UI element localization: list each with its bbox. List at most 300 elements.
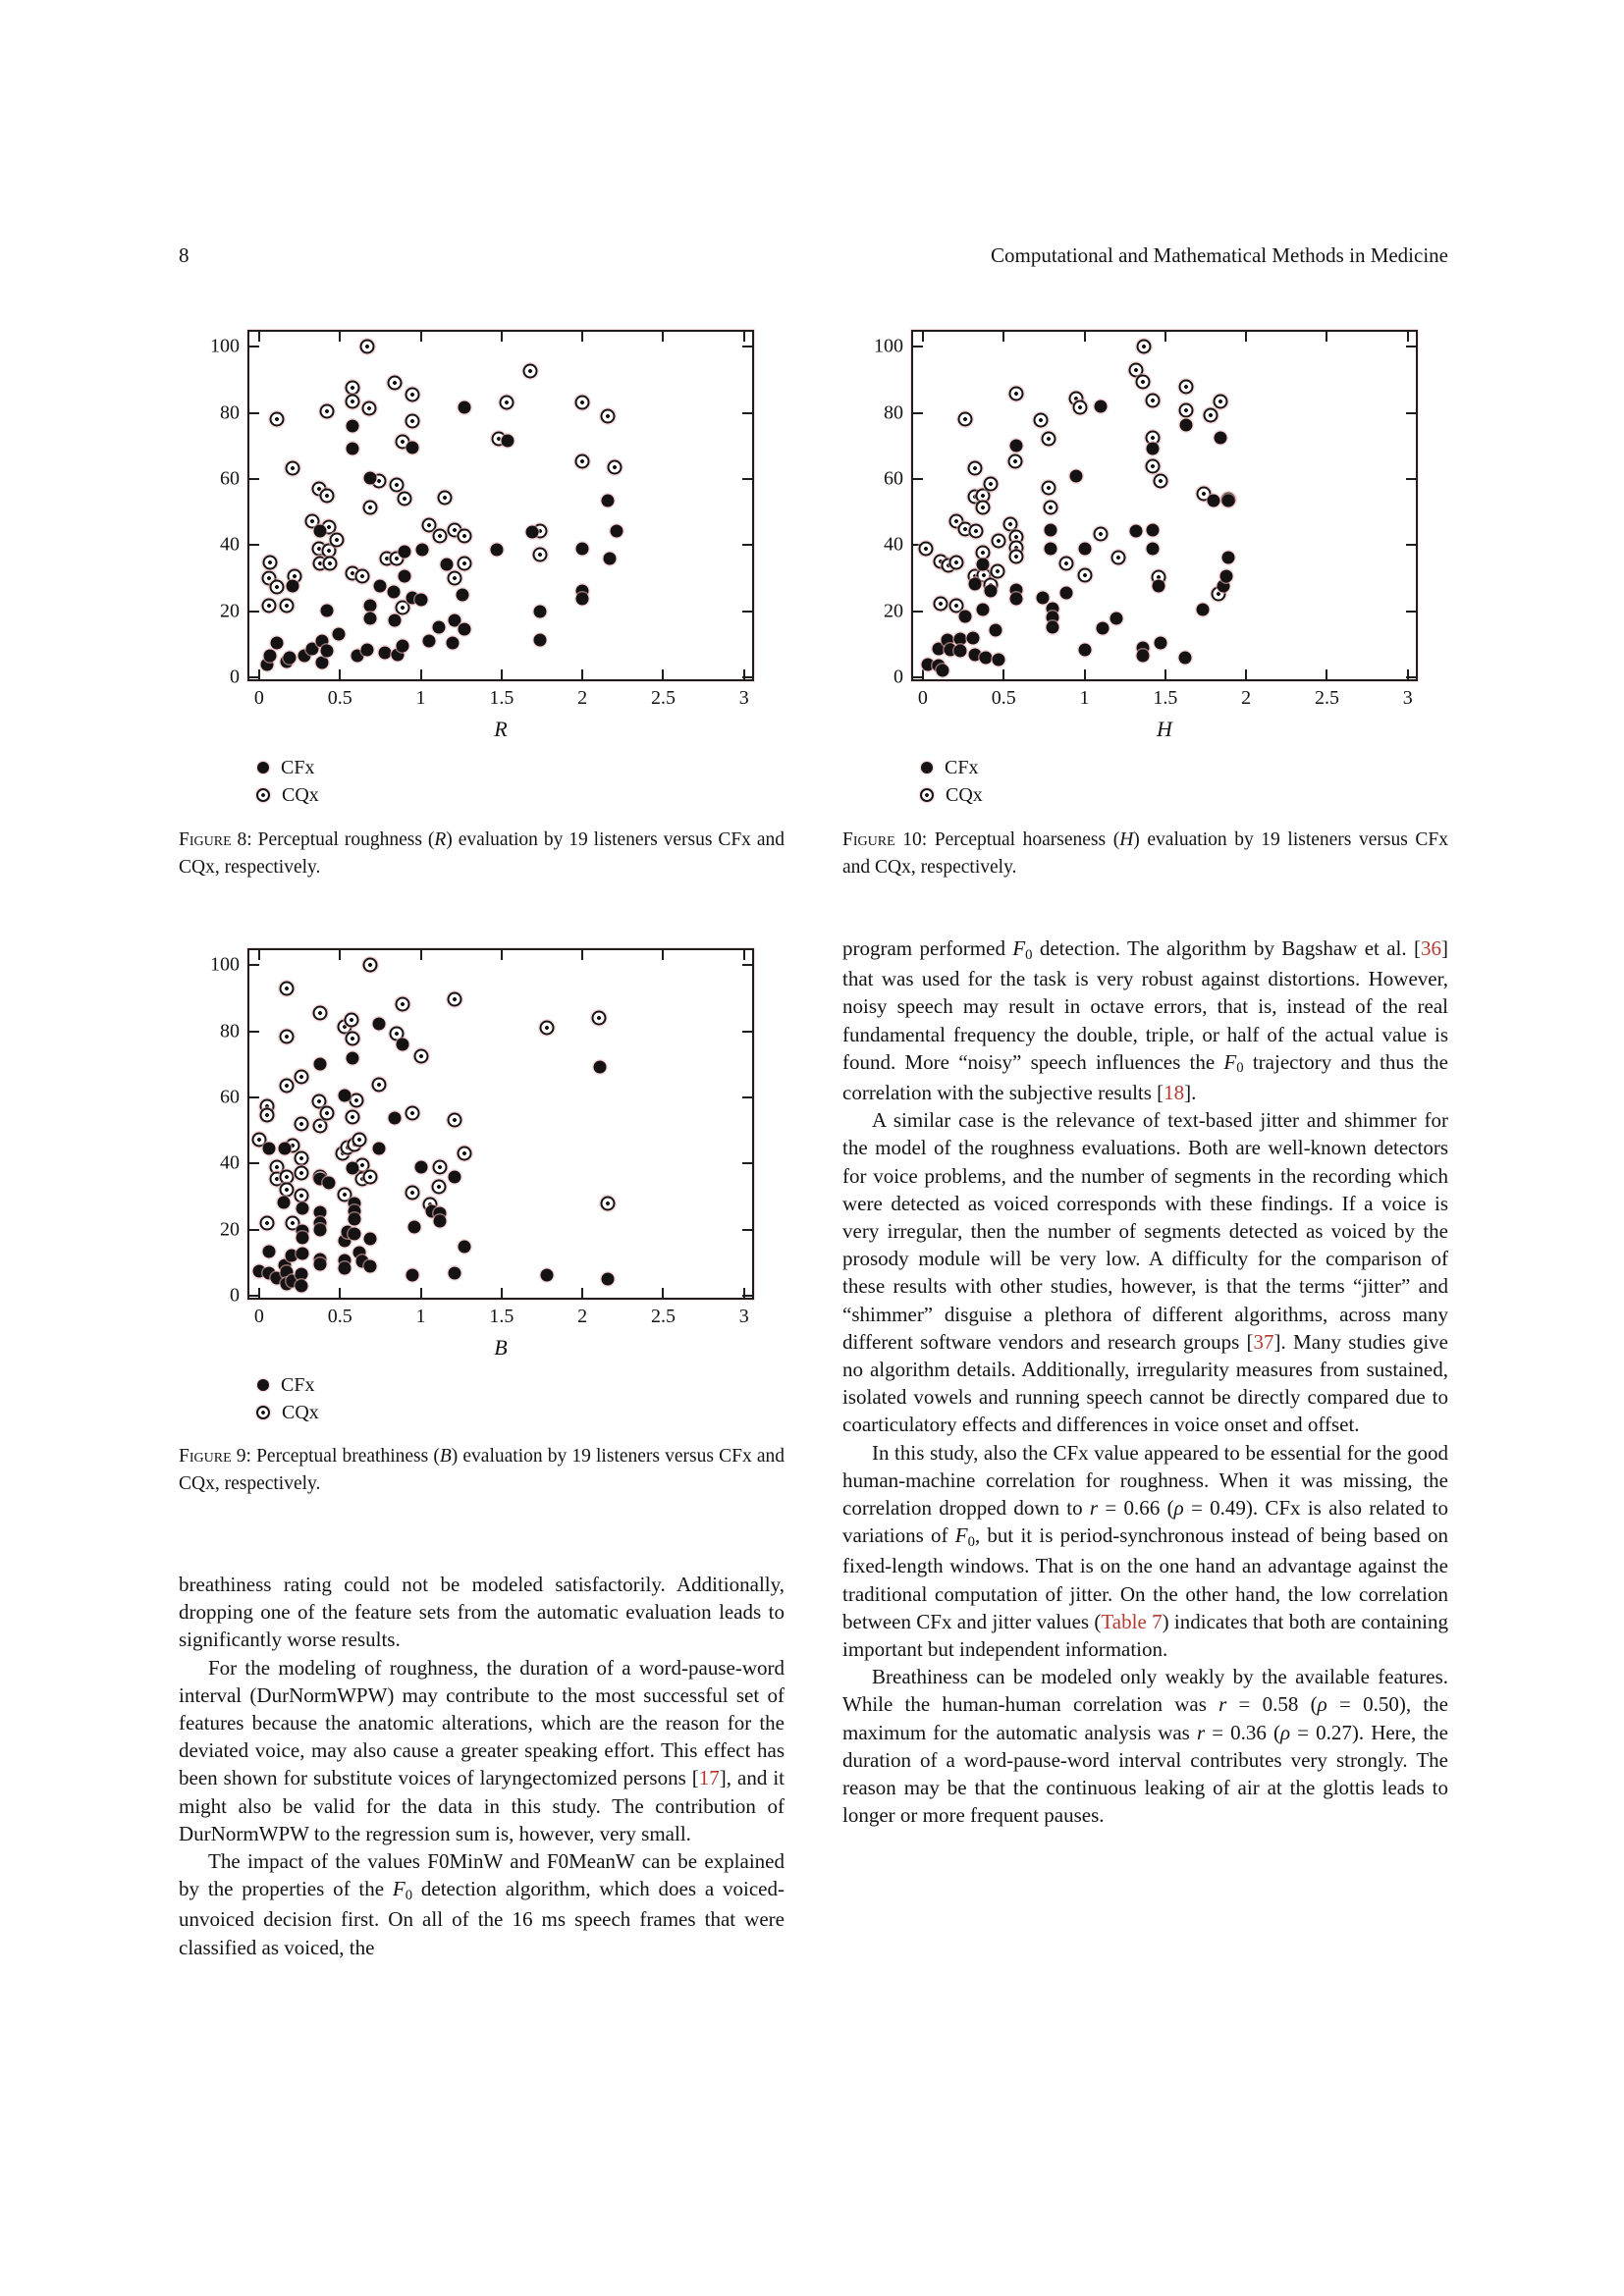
scatter-point-cfx xyxy=(349,1228,361,1241)
scatter-point-cfx xyxy=(347,419,359,432)
scatter-point-cqx xyxy=(1145,393,1160,407)
scatter-point-cqx xyxy=(352,1133,366,1148)
scatter-point-cqx xyxy=(591,1011,606,1026)
x-tick-label: 2 xyxy=(577,1306,588,1327)
x-tick-label: 3 xyxy=(1402,687,1413,709)
x-tick-label: 0 xyxy=(253,687,264,709)
figure9-scatter-plot xyxy=(210,948,754,1360)
text-run: = 0.49). CFx is also related to variations of xyxy=(842,1496,1448,1548)
scatter-point-cfx xyxy=(534,606,547,618)
scatter-point-cfx xyxy=(422,635,435,648)
scatter-point-cfx xyxy=(406,1269,419,1282)
text-run: r xyxy=(1089,1496,1099,1521)
scatter-point-cqx xyxy=(457,528,471,543)
scatter-point-cqx xyxy=(949,556,964,570)
scatter-point-cfx xyxy=(594,1060,607,1073)
x-tick-label: 1 xyxy=(415,687,426,709)
legend-row xyxy=(247,1371,319,1399)
scatter-point-cqx xyxy=(1007,454,1022,469)
scatter-point-cqx xyxy=(533,548,548,562)
scatter-point-cqx xyxy=(1042,432,1056,447)
x-tick-label: 0 xyxy=(917,687,928,709)
text-run: F xyxy=(1012,936,1026,960)
x-axis-tick xyxy=(581,332,583,342)
filled-circle-marker-icon xyxy=(921,762,933,774)
scatter-point-cfx xyxy=(316,657,329,669)
scatter-point-cqx xyxy=(269,412,284,427)
scatter-point-cfx xyxy=(1136,650,1149,663)
page-number: 8 xyxy=(179,243,189,267)
text-run: breathiness rating could not be modeled satisfactorily. Additionally, dropping one of the feature sets from the automatic evaluation leads to significantly worse results. xyxy=(179,1573,785,1652)
scatter-point-cqx xyxy=(957,411,972,426)
filled-circle-marker-icon xyxy=(257,1379,269,1391)
scatter-point-cfx xyxy=(339,1262,352,1275)
scatter-point-cfx xyxy=(372,1018,385,1031)
scatter-point-cfx xyxy=(279,1143,292,1155)
text-run: In this study, also the CFx value appeared to be essential for the good human-machine correlation for roughness. When it was missing, the correlation dropped down to xyxy=(842,1440,1448,1521)
text-run: ) evaluation by 19 listeners versus CFx and CQx, respectively. xyxy=(842,829,1449,878)
text-run: ] that was used for the task is very robust against distortions. However, noisy speech may result in octave errors, that is, instead of the real fundamental frequency the double, triple, or half of the actual value is found. More “noisy” speech influences the xyxy=(842,936,1448,1074)
filled-circle-marker-icon xyxy=(257,762,269,774)
y-axis-tick xyxy=(742,964,752,966)
citation-link[interactable]: 18 xyxy=(1164,1081,1185,1105)
x-axis-tick xyxy=(501,950,503,960)
text-run: Figure 10: xyxy=(842,829,935,850)
x-tick-label: 2 xyxy=(1241,687,1252,709)
y-axis-tick xyxy=(742,346,752,347)
text-run: 0 xyxy=(1025,946,1033,963)
scatter-point-cqx xyxy=(1009,550,1024,564)
scatter-point-cqx xyxy=(1077,568,1092,583)
text-run: detection. The algorithm by Bagshaw et al. [ xyxy=(1032,936,1421,960)
scatter-point-cfx xyxy=(1078,542,1091,555)
text-run: ρ xyxy=(1173,1496,1184,1521)
legend-row xyxy=(911,781,983,809)
figure10-scatter-plot xyxy=(874,330,1418,741)
x-axis-tick xyxy=(581,950,583,960)
x-axis-tick xyxy=(339,1288,341,1298)
scatter-point-cfx xyxy=(407,1220,420,1233)
scatter-point-cqx xyxy=(294,1150,308,1165)
scatter-point-cqx xyxy=(539,1021,554,1036)
scatter-point-cqx xyxy=(575,454,590,469)
legend-label-cqx: CQx xyxy=(282,1401,319,1423)
text-run: r xyxy=(1218,1692,1227,1717)
legend-row xyxy=(247,1399,319,1426)
x-tick-label: 1.5 xyxy=(489,1306,514,1327)
scatter-point-cfx xyxy=(1146,542,1159,555)
scatter-point-cfx xyxy=(1146,442,1159,454)
y-tick-label: 80 xyxy=(884,401,903,424)
scatter-point-cfx xyxy=(457,588,469,601)
scatter-point-cqx xyxy=(346,1110,360,1125)
y-axis-tick xyxy=(913,412,923,414)
text-run: = 0.58 ( xyxy=(1226,1692,1318,1717)
y-tick-label: 0 xyxy=(230,1284,240,1307)
scatter-point-cqx xyxy=(969,524,984,539)
scatter-point-cqx xyxy=(320,403,335,418)
y-tick-label: 20 xyxy=(884,600,903,622)
y-axis-tick xyxy=(249,1031,259,1033)
y-axis-tick xyxy=(742,544,752,546)
text-run: ) indicates that both are containing important but independent information. xyxy=(842,1609,1448,1662)
scatter-point-cqx xyxy=(1059,556,1074,570)
scatter-point-cfx xyxy=(347,1051,359,1064)
figure8-caption xyxy=(179,827,785,881)
legend-row xyxy=(911,754,983,781)
scatter-point-cfx xyxy=(540,1269,553,1282)
x-axis-tick xyxy=(743,950,745,960)
scatter-point-cfx xyxy=(953,633,966,646)
scatter-point-cfx xyxy=(399,569,411,582)
scatter-point-cfx xyxy=(953,645,966,658)
text-run: The impact of the values F0MinW and F0MeanW can be explained by the properties of the xyxy=(179,1849,785,1901)
x-tick-label: 0 xyxy=(253,1306,264,1327)
scatter-point-cfx xyxy=(1110,613,1123,625)
scatter-point-cfx xyxy=(449,1266,461,1279)
scatter-point-cqx xyxy=(608,460,623,475)
scatter-point-cfx xyxy=(968,577,981,590)
citation-link[interactable]: 36 xyxy=(1421,936,1441,960)
open-circle-marker-icon xyxy=(920,788,934,802)
scatter-point-cqx xyxy=(1179,379,1194,394)
scatter-point-cfx xyxy=(1096,621,1109,634)
scatter-point-cfx xyxy=(416,543,429,556)
x-axis-tick xyxy=(258,332,260,342)
x-tick-label: 3 xyxy=(738,687,749,709)
legend-row xyxy=(247,781,319,809)
scatter-point-cfx xyxy=(399,545,411,558)
text-run: B xyxy=(439,1446,452,1467)
x-axis-tick xyxy=(1164,669,1166,679)
scatter-point-cqx xyxy=(975,501,990,515)
page-header xyxy=(179,243,1448,268)
scatter-point-cfx xyxy=(1222,552,1235,564)
scatter-point-cqx xyxy=(992,533,1006,548)
scatter-point-cqx xyxy=(448,1113,462,1128)
x-axis-tick xyxy=(258,950,260,960)
scatter-point-cfx xyxy=(262,1245,275,1257)
legend-label-cfx: CFx xyxy=(945,756,979,778)
scatter-point-cqx xyxy=(448,571,462,586)
scatter-point-cfx xyxy=(958,611,971,623)
x-tick-label: 3 xyxy=(738,1306,749,1327)
x-axis-tick xyxy=(1407,332,1409,342)
x-tick-label: 2.5 xyxy=(650,1306,676,1327)
x-axis-tick xyxy=(662,669,664,679)
scatter-point-cqx xyxy=(388,376,403,391)
scatter-point-cfx xyxy=(270,637,283,650)
y-axis-tick xyxy=(742,611,752,613)
scatter-point-cqx xyxy=(433,1159,448,1174)
x-axis-tick xyxy=(1002,669,1004,679)
scatter-point-cqx xyxy=(431,1179,446,1194)
text-run: ) evaluation by 19 listeners versus CFx and CQx, respectively. xyxy=(179,1446,785,1494)
scatter-point-cfx xyxy=(297,1248,309,1260)
x-axis-title: H xyxy=(1157,717,1172,741)
scatter-point-cqx xyxy=(438,491,453,506)
citation-link[interactable]: Table 7 xyxy=(1101,1609,1163,1633)
figure9-caption xyxy=(179,1443,785,1498)
scatter-point-cqx xyxy=(260,1107,275,1122)
scatter-point-cqx xyxy=(413,1049,428,1064)
y-axis-tick xyxy=(742,676,752,678)
scatter-point-cfx xyxy=(602,1273,615,1286)
x-axis-tick xyxy=(1326,332,1327,342)
x-axis-title: R xyxy=(494,717,508,741)
scatter-point-cfx xyxy=(440,558,453,570)
scatter-point-cqx xyxy=(279,1029,294,1043)
scatter-point-cqx xyxy=(1043,500,1057,514)
x-tick-label: 1.5 xyxy=(1153,687,1178,709)
y-tick-label: 100 xyxy=(874,335,903,357)
scatter-point-cfx xyxy=(993,654,1005,667)
scatter-point-cqx xyxy=(406,1106,420,1121)
x-tick-label: 2.5 xyxy=(1314,687,1339,709)
scatter-point-cqx xyxy=(389,477,404,492)
scatter-point-cfx xyxy=(262,1143,275,1155)
scatter-point-cqx xyxy=(344,1013,358,1028)
scatter-point-cqx xyxy=(260,1215,275,1230)
y-axis-tick xyxy=(742,1295,752,1297)
open-circle-marker-icon xyxy=(256,788,270,802)
scatter-point-cfx xyxy=(1153,580,1165,593)
scatter-point-cqx xyxy=(361,400,376,415)
y-tick-label: 40 xyxy=(220,533,240,556)
scatter-point-cfx xyxy=(389,1111,402,1124)
y-axis-tick xyxy=(1406,611,1416,613)
text-run: ], and it might also be valid for the data in this study. The contribution of DurNormWPW to the regression sum is, however, very small. xyxy=(179,1766,785,1845)
scatter-point-cqx xyxy=(1093,527,1108,542)
text-run: ]. xyxy=(1184,1081,1197,1105)
scatter-point-cfx xyxy=(264,650,277,663)
scatter-point-cfx xyxy=(364,599,377,612)
scatter-point-cfx xyxy=(1208,495,1220,507)
text-run: Breathiness can be modeled only weakly by the available features. While the human-human correlation was xyxy=(842,1665,1448,1717)
scatter-point-cfx xyxy=(397,639,409,652)
text-run: r xyxy=(1196,1720,1206,1744)
scatter-point-cfx xyxy=(1154,636,1166,649)
scatter-point-cqx xyxy=(1072,400,1087,415)
text-run: 0 xyxy=(1236,1060,1244,1077)
open-circle-marker-icon xyxy=(256,1406,270,1419)
figure8-scatter-plot xyxy=(210,330,754,741)
y-axis-tick xyxy=(913,611,923,613)
y-axis-tick xyxy=(249,412,259,414)
scatter-point-cfx xyxy=(1214,432,1226,445)
scatter-point-cfx xyxy=(389,614,402,626)
text-run: F xyxy=(1223,1049,1237,1074)
scatter-point-cfx xyxy=(502,435,514,448)
citation-link[interactable]: 37 xyxy=(1253,1329,1274,1354)
x-tick-label: 0.5 xyxy=(327,1306,352,1327)
scatter-point-cfx xyxy=(434,1214,447,1227)
scatter-point-cfx xyxy=(287,579,299,592)
scatter-point-cfx xyxy=(1010,440,1023,453)
scatter-point-cfx xyxy=(322,1176,335,1189)
scatter-point-cfx xyxy=(347,442,359,454)
legend-label-cfx: CFx xyxy=(281,1373,315,1396)
x-tick-label: 1.5 xyxy=(489,687,514,709)
scatter-point-cqx xyxy=(575,396,590,410)
x-axis-tick xyxy=(339,669,341,679)
y-axis-tick xyxy=(249,676,259,678)
scatter-point-cqx xyxy=(919,541,934,556)
scatter-point-cfx xyxy=(277,1196,290,1208)
scatter-point-cqx xyxy=(1145,458,1160,473)
scatter-point-cfx xyxy=(374,579,387,592)
x-axis-tick xyxy=(743,332,745,342)
scatter-point-cfx xyxy=(1222,495,1235,507)
scatter-point-cfx xyxy=(314,524,327,537)
x-axis-title: B xyxy=(494,1335,508,1360)
body-paragraph xyxy=(842,1663,1448,1829)
scatter-point-cfx xyxy=(976,604,989,616)
scatter-point-cqx xyxy=(406,1185,420,1200)
body-paragraph xyxy=(842,934,1448,1106)
text-run: A similar case is the relevance of text-based jitter and shimmer for the model of the roughness evaluations. Both are well-known detectors for voice problems, and the number of segments in the recording which were detected as voiced corresponds with these findings. If a voice is very irregular, then the number of segments detected as voiced by the prosody module will be very low. A difficulty for the comparison of these results with other studies, however, is that the terms “jitter” and “shimmer” disguise a plethora of different algorithms, across many different software vendors and research groups [ xyxy=(842,1108,1448,1354)
x-axis-tick xyxy=(1245,332,1247,342)
scatter-point-cqx xyxy=(1137,340,1152,354)
y-axis-tick xyxy=(913,676,923,678)
y-tick-label: 40 xyxy=(220,1151,240,1174)
scatter-point-cfx xyxy=(406,441,419,454)
text-run: = 0.27). Here, the duration of a word-pause-word interval contributes very strongly. The reason may be that the continuous leaking of air at the glottis leads to longer or more frequent pauses. xyxy=(842,1720,1448,1828)
scatter-point-cfx xyxy=(397,1038,409,1050)
scatter-point-cfx xyxy=(490,543,503,556)
y-axis-tick xyxy=(742,412,752,414)
scatter-point-cfx xyxy=(432,621,445,634)
scatter-point-cfx xyxy=(989,624,1001,637)
scatter-point-cfx xyxy=(372,1142,385,1154)
text-run: = 0.36 ( xyxy=(1205,1720,1280,1744)
scatter-point-cfx xyxy=(1010,592,1023,605)
text-run: program performed xyxy=(842,936,1013,960)
text-run: Figure 8: xyxy=(179,829,258,850)
scatter-point-cfx xyxy=(347,1161,359,1174)
x-axis-tick xyxy=(501,669,503,679)
text-run: 0 xyxy=(405,1887,413,1903)
scatter-point-cqx xyxy=(279,982,294,996)
x-axis-tick xyxy=(339,950,341,960)
scatter-point-cfx xyxy=(1094,400,1107,413)
y-axis-tick xyxy=(249,1295,259,1297)
x-axis-tick xyxy=(662,950,664,960)
scatter-point-cqx xyxy=(448,992,462,1007)
text-run: Perceptual breathiness ( xyxy=(256,1446,440,1467)
scatter-point-cfx xyxy=(458,623,470,636)
body-column-left xyxy=(179,1571,785,1961)
y-axis-tick xyxy=(742,1096,752,1098)
text-run: ]. Many studies give no algorithm details. Additionally, irregularity measures from sustained, isolated vowels and running speech cannot be directly compared due to coarticulatory effects and differences in voice onset and offset. xyxy=(842,1329,1448,1437)
x-axis-tick xyxy=(1084,332,1086,342)
y-axis-tick xyxy=(913,478,923,480)
y-axis-tick xyxy=(249,611,259,613)
scatter-point-cfx xyxy=(610,525,623,538)
scatter-point-cqx xyxy=(313,1005,328,1020)
scatter-point-cqx xyxy=(1042,481,1056,496)
scatter-point-cqx xyxy=(294,1166,308,1181)
scatter-point-cfx xyxy=(1070,469,1083,482)
scatter-point-cfx xyxy=(364,471,377,484)
citation-link[interactable]: 17 xyxy=(698,1766,720,1790)
y-tick-label: 20 xyxy=(220,600,240,622)
y-axis-tick xyxy=(249,1162,259,1164)
y-axis-tick xyxy=(742,1229,752,1231)
scatter-point-cqx xyxy=(320,1106,335,1121)
scatter-point-cfx xyxy=(602,494,615,507)
scatter-point-cfx xyxy=(449,1171,461,1184)
y-tick-label: 100 xyxy=(210,953,240,976)
x-tick-label: 1 xyxy=(1079,687,1090,709)
scatter-point-cfx xyxy=(1044,542,1056,555)
x-axis-tick xyxy=(420,332,422,342)
scatter-point-cqx xyxy=(457,1147,471,1161)
scatter-point-cfx xyxy=(1036,592,1049,605)
scatter-point-cqx xyxy=(933,596,947,611)
x-axis-tick xyxy=(1084,669,1086,679)
y-axis-tick xyxy=(249,544,259,546)
scatter-point-cqx xyxy=(279,1079,294,1094)
scatter-point-cfx xyxy=(414,593,427,606)
text-run: R xyxy=(434,829,447,850)
scatter-point-cqx xyxy=(294,1070,308,1085)
x-axis-tick xyxy=(501,1288,503,1298)
scatter-point-cqx xyxy=(601,408,616,423)
y-axis-tick xyxy=(1406,676,1416,678)
scatter-point-cqx xyxy=(1213,395,1227,409)
scatter-point-cfx xyxy=(966,631,979,644)
scatter-point-cfx xyxy=(458,400,470,413)
scatter-point-cfx xyxy=(604,553,617,565)
scatter-point-cqx xyxy=(433,529,448,544)
x-tick-label: 2 xyxy=(577,687,588,709)
scatter-point-cfx xyxy=(1180,419,1193,432)
scatter-point-cqx xyxy=(1009,386,1024,400)
scatter-point-cqx xyxy=(499,396,514,410)
text-run: trajectory and thus the correlation with the subjective results [ xyxy=(842,1049,1448,1105)
scatter-point-cqx xyxy=(1034,412,1049,427)
scatter-point-cfx xyxy=(364,613,377,625)
x-tick-label: 2.5 xyxy=(650,687,676,709)
x-axis-tick xyxy=(581,669,583,679)
text-run: Perceptual hoarseness ( xyxy=(934,829,1120,850)
y-axis-tick xyxy=(249,346,259,347)
scatter-point-cfx xyxy=(1178,652,1191,665)
scatter-point-cqx xyxy=(601,1197,616,1211)
y-axis-tick xyxy=(742,1162,752,1164)
body-column-right xyxy=(842,934,1448,1830)
text-run: 0 xyxy=(967,1533,975,1550)
text-run: = 0.66 ( xyxy=(1098,1496,1174,1521)
figure8-legend xyxy=(247,754,319,809)
scatter-point-cqx xyxy=(457,557,471,571)
scatter-point-cqx xyxy=(279,598,294,613)
scatter-point-cqx xyxy=(1203,408,1218,423)
x-tick-label: 1 xyxy=(415,1306,426,1327)
x-axis-tick xyxy=(662,332,664,342)
scatter-point-cqx xyxy=(363,500,378,514)
scatter-point-cfx xyxy=(1060,587,1073,600)
journal-title: Computational and Mathematical Methods in Medicine xyxy=(991,243,1448,267)
scatter-point-cfx xyxy=(576,593,589,606)
y-axis-tick xyxy=(1406,544,1416,546)
y-axis-tick xyxy=(249,478,259,480)
scatter-point-cfx xyxy=(295,1280,307,1293)
y-tick-label: 80 xyxy=(220,1020,240,1042)
scatter-point-cfx xyxy=(364,1259,377,1272)
text-run: Perceptual roughness ( xyxy=(257,829,435,850)
